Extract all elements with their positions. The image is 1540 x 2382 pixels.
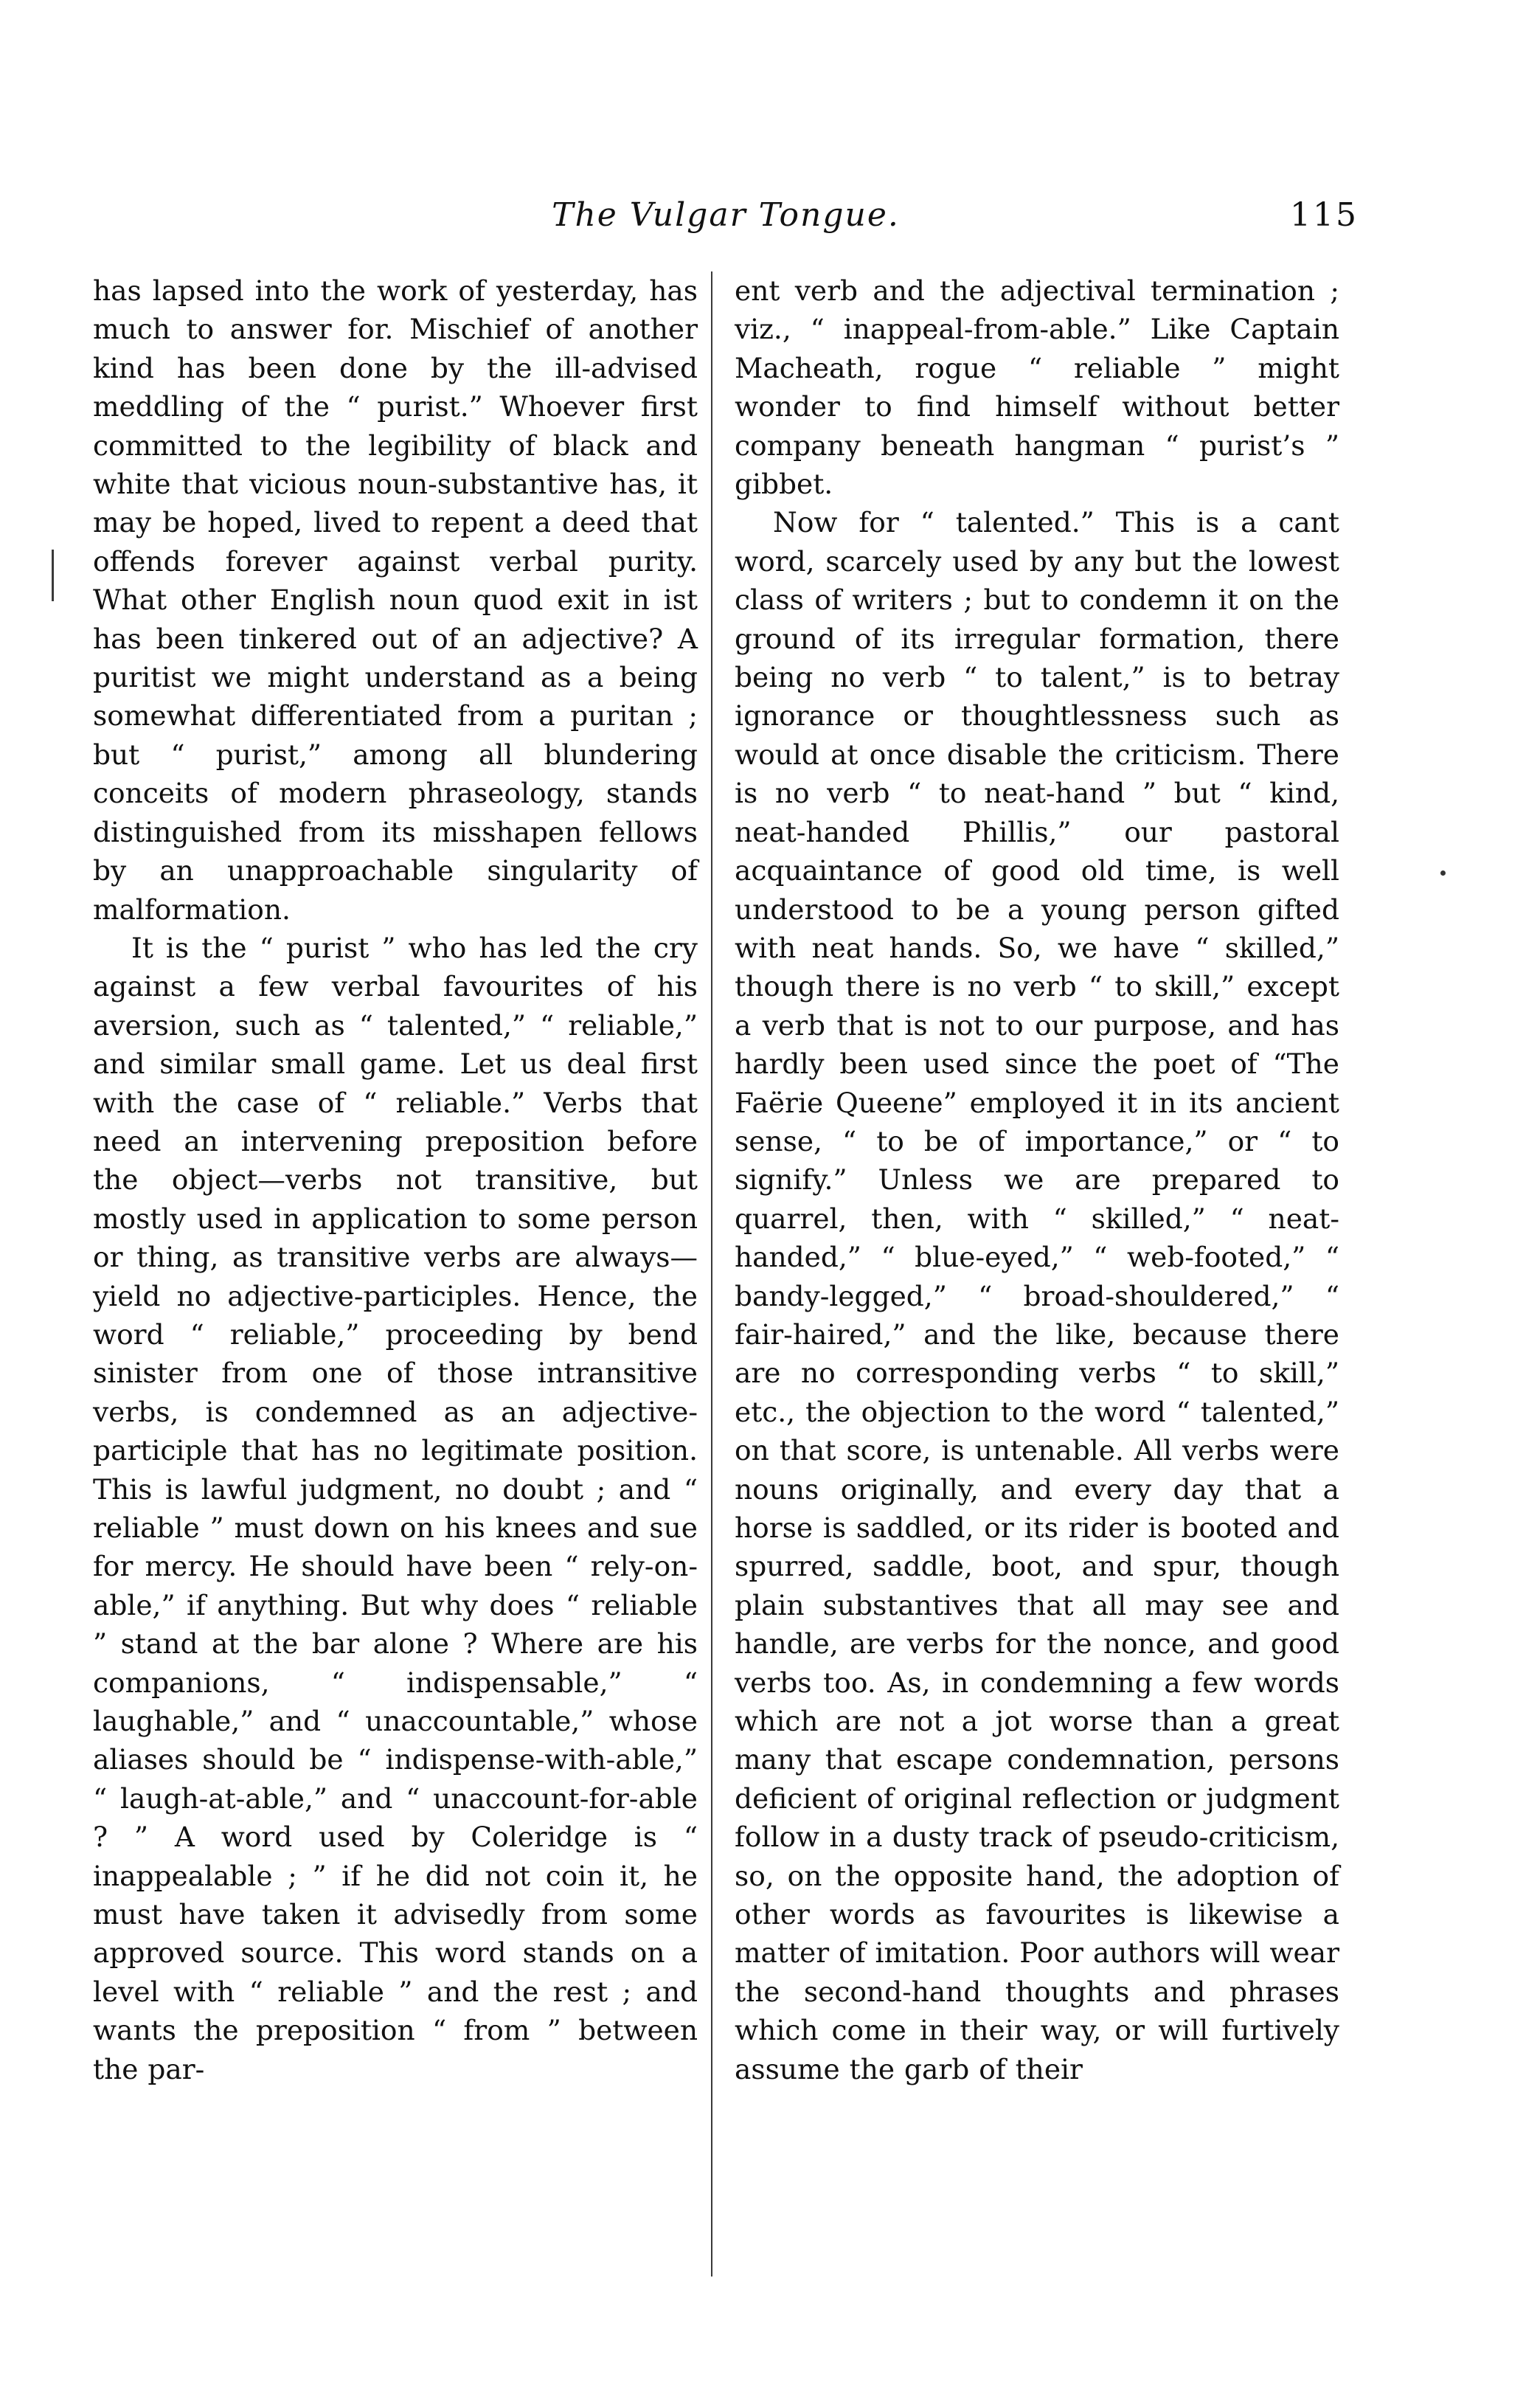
left-paragraph-1: has lapsed into the work of yesterday, has much to answer for. Mischief of another kind has been done by the ill-advised meddling of the “ purist.” Whoever first committed to the legibility of black and white that vicious noun-substantive has, it may be hoped, lived to repent a deed that offends forever against verbal purity. What other English noun quod exit in ist has been tinkered out of an adjective? A puritist we might understand as a being somewhat differentiated from a puritan ; but “ purist,” among all blundering conceits of modern phraseology, stands distinguished from its misshapen fellows by an unapproachable singularity of malformation.	[93, 274, 698, 926]
left-paragraph-2: It is the “ purist ” who has led the cry against a few verbal favourites of his aversion, such as “ talented,” “ reliable,” and similar small game. Let us deal first with the case of “ reliable.” Verbs that need an intervening preposition before the object—verbs not transitive, but mostly used in application to some person or thing, as transitive verbs are always—yield no adjective-participles. Hence, the word “ reliable,” proceeding by bend sinister from one of those intransitive verbs, is condemned as an adjective-participle that has no legitimate position. This is lawful judgment, no doubt ; and “ reliable ” must down on his knees and sue for mercy. He should have been “ rely-on-able,” if anything. But why does “ reliable ” stand at the bar alone ? Where are his companions, “ indispensable,” “ laughable,” and “ unaccountable,” whose aliases should be “ indispense-with-able,” “ laugh-at-able,” and “ unaccount-for-able ? ” A word used by Coleridge is “ inappealable ; ” if he did not coin it, he must have taken it advisedly from some approved source. This word stands on a level with “ reliable ” and the rest ; and wants the preposition “ from ” between the par-	[93, 931, 698, 2085]
running-head	[93, 193, 1359, 238]
margin-mark	[52, 550, 54, 601]
running-title: The Vulgar Tongue.	[552, 196, 900, 234]
left-column	[93, 271, 698, 2088]
right-paragraph-2: Now for “ talented.” This is a cant word, scarcely used by any but the lowest class of writers ; but to condemn it on the ground of its irregular formation, there being no verb “ to talent,” is to betray ignorance or thoughtlessness such as would at once disable the criticism. There is no verb “ to neat-hand ” but “ kind, neat-handed Phillis,” our pastoral acquaintance of good old time, is well understood to be a young person gifted with neat hands. So, we have “ skilled,” though there is no verb “ to skill,” except a verb that is not to our purpose, and has hardly been used since the poet of “The Faërie Queene” employed it in its ancient sense, “ to be of importance,” or “ to signify.” Unless we are prepared to quarrel, then, with “ skilled,” “ neat-handed,” “ blue-eyed,” “ web-footed,” “ bandy-legged,” “ broad-shouldered,” “ fair-haired,” and the like, because there are no corresponding verbs “ to skill,” etc., the objection to the word “ talented,” on that score, is untenable. All verbs were nouns originally, and every day that a horse is saddled, or its rider is booted and spurred, saddle, boot, and spur, though plain substantives that all may see and handle, are verbs for the nonce, and good verbs too. As, in condemning a few words which are not a jot worse than a great many that escape condemnation, persons deficient of original reflection or judgment follow in a dusty track of pseudo-criticism, so, on the opposite hand, the adoption of other words as favourites is likewise a matter of imitation. Poor authors will wear the second-hand thoughts and phrases which come in their way, or will furtively assume the garb of their	[735, 506, 1339, 2085]
column-divider	[711, 271, 712, 2277]
page-number: 115	[1290, 196, 1359, 234]
right-column	[735, 271, 1339, 2088]
print-speck	[1440, 870, 1446, 876]
right-paragraph-1: ent verb and the adjectival termination ; viz., “ inappeal-from-able.” Like Captain Macheath, rogue “ reliable ” might wonder to find himself without better company beneath hangman “ purist’s ” gibbet.	[735, 274, 1339, 501]
